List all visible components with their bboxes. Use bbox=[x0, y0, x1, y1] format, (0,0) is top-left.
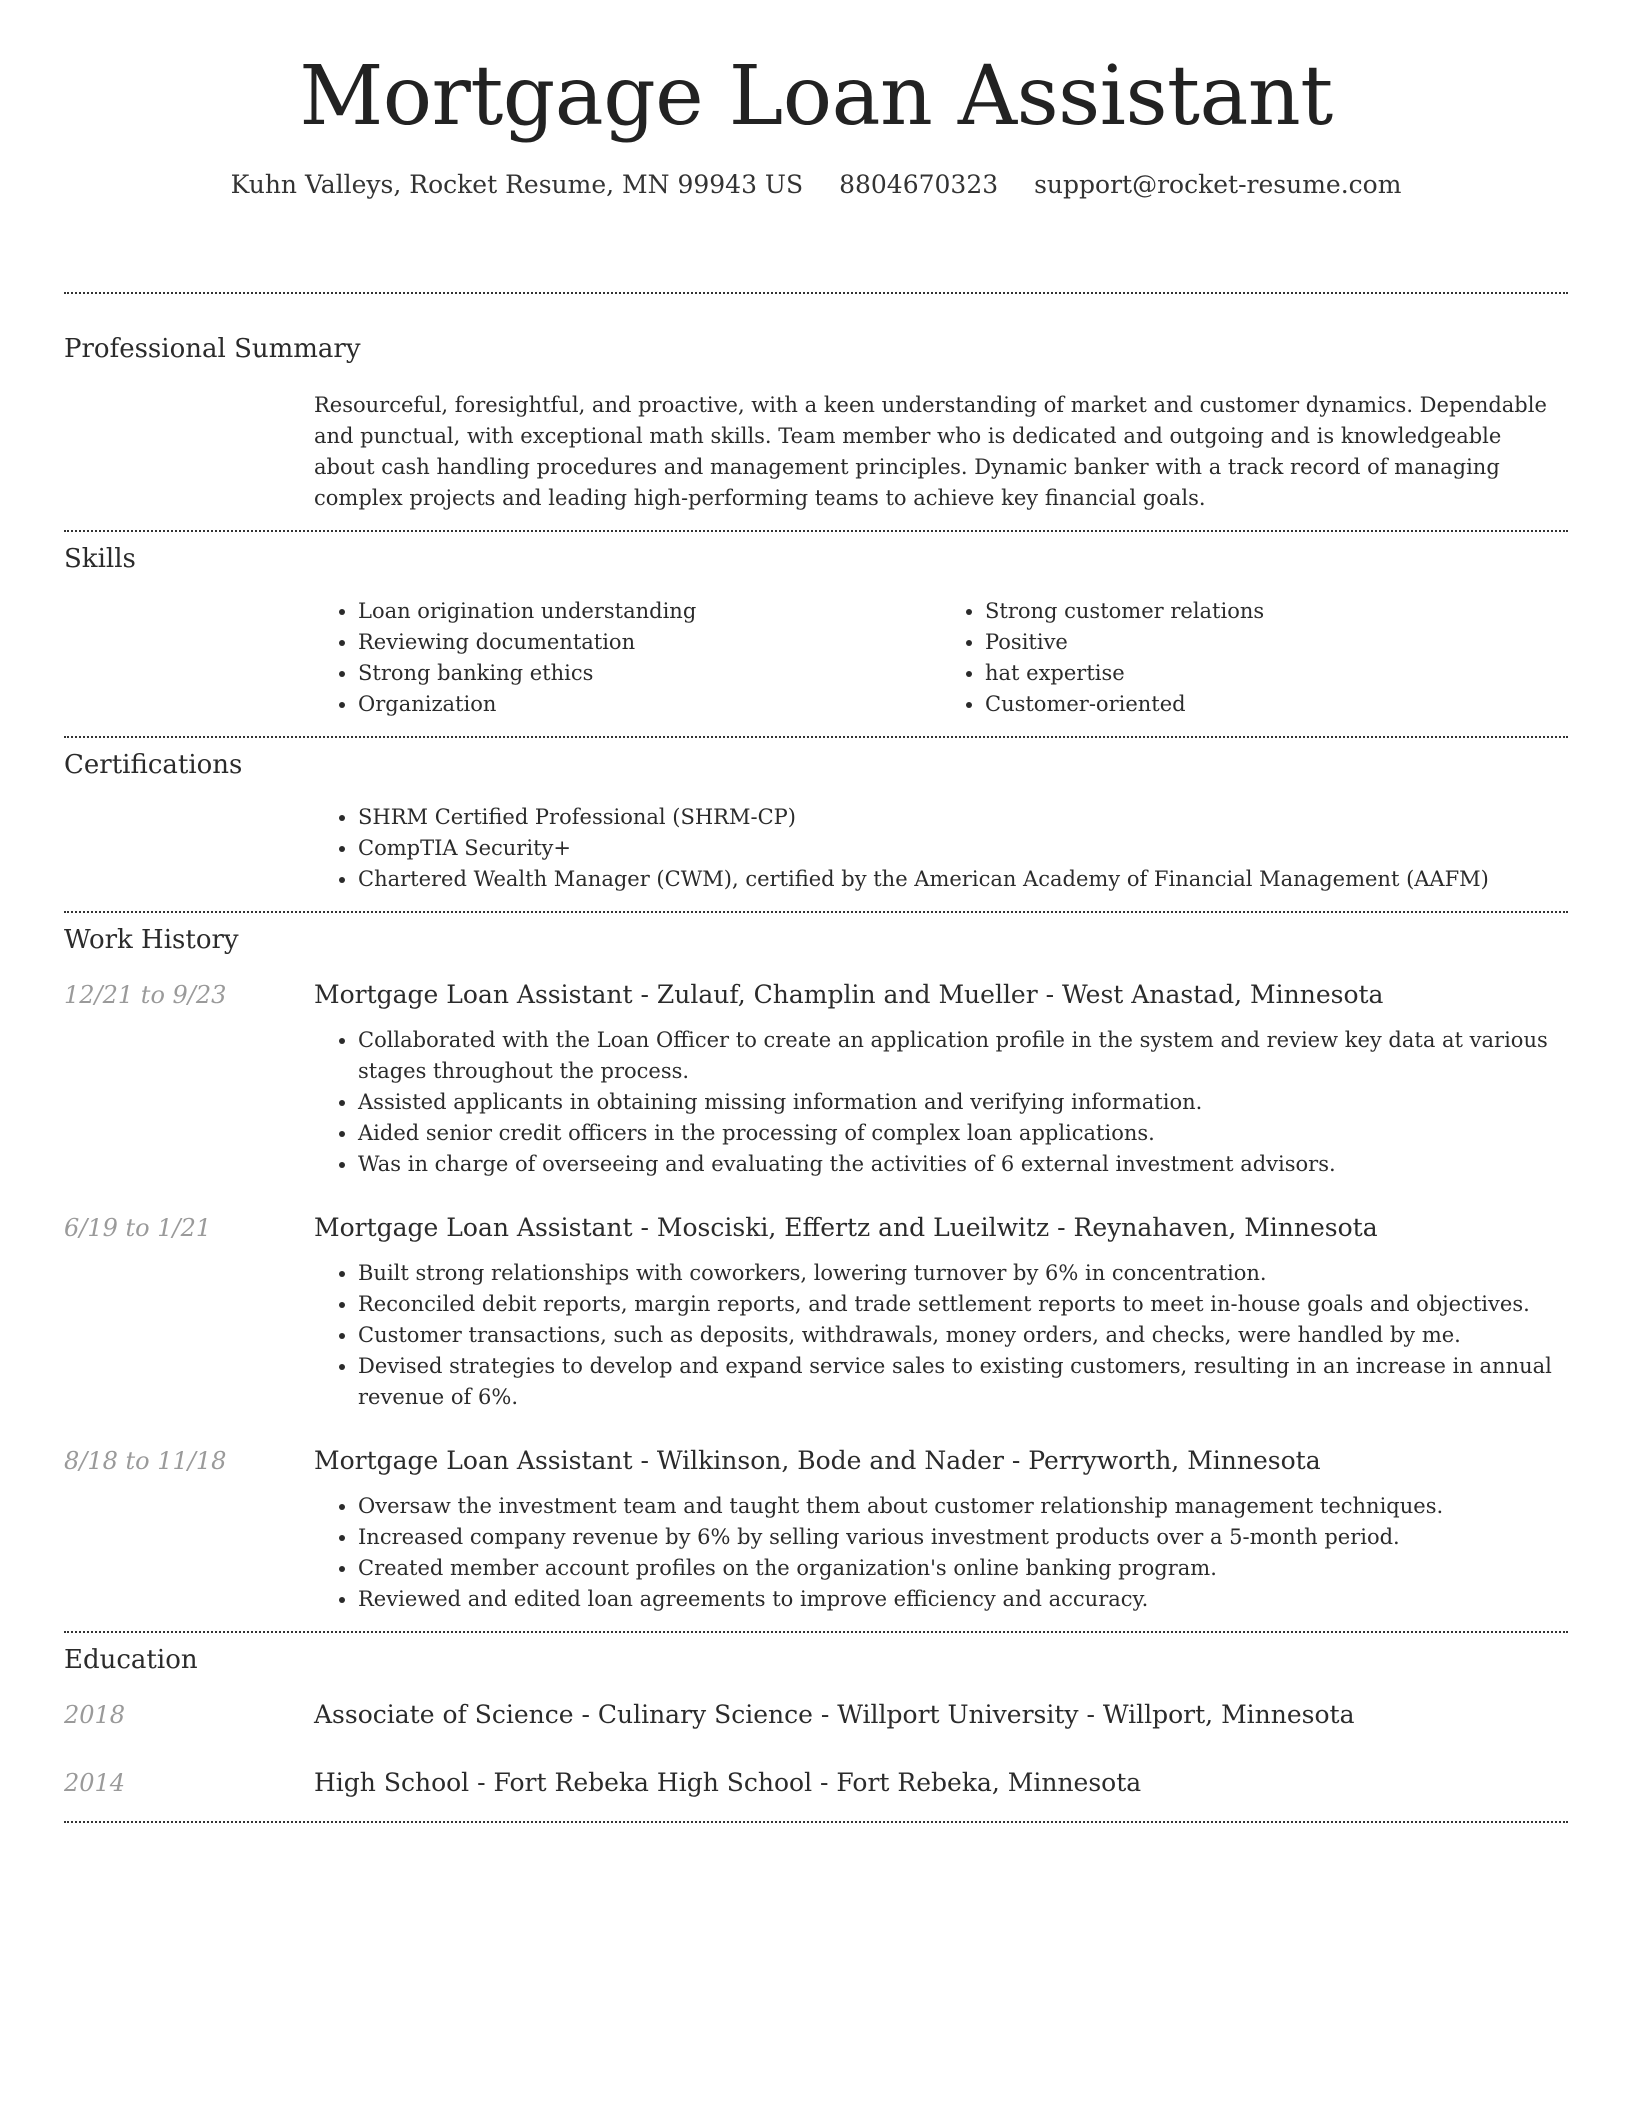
skill-item: • Reviewing documentation bbox=[358, 627, 941, 658]
skill-item: • Customer-oriented bbox=[985, 689, 1568, 720]
job-body bbox=[314, 1210, 1568, 1413]
job-bullet: • Assisted applicants in obtaining missing information and verifying information. bbox=[358, 1087, 1568, 1118]
certification-item: • CompTIA Security+ bbox=[358, 833, 1568, 864]
certification-item: • SHRM Certified Professional (SHRM-CP) bbox=[358, 802, 1568, 833]
job-bullets bbox=[314, 1258, 1568, 1413]
skill-item: • Strong customer relations bbox=[985, 596, 1568, 627]
job-bullet: • Created member account profiles on the organization's online banking program. bbox=[358, 1553, 1568, 1584]
education-heading: Education bbox=[64, 1645, 198, 1675]
job-bullet: • Reconciled debit reports, margin reports, and trade settlement reports to meet in-house goals and objectives. bbox=[358, 1289, 1568, 1320]
contact-line bbox=[0, 170, 1632, 199]
job-bullet: • Reviewed and edited loan agreements to improve efficiency and accuracy. bbox=[358, 1584, 1568, 1615]
job-title: Mortgage Loan Assistant - Mosciski, Effertz and Lueilwitz - Reynahaven, Minnesota bbox=[314, 1213, 1378, 1242]
job-title: Mortgage Loan Assistant - Wilkinson, Bode and Nader - Perryworth, Minnesota bbox=[314, 1446, 1321, 1475]
skill-item: • Positive bbox=[985, 627, 1568, 658]
job-body bbox=[314, 1443, 1568, 1615]
skills-list-left bbox=[314, 596, 941, 720]
job-dates: 6/19 to 1/21 bbox=[64, 1214, 212, 1242]
job-entry bbox=[64, 1210, 1568, 1413]
job-bullet: • Oversaw the investment team and taught them about customer relationship management techniques. bbox=[358, 1491, 1568, 1522]
job-bullet: • Aided senior credit officers in the processing of complex loan applications. bbox=[358, 1118, 1568, 1149]
skills-list-right bbox=[941, 596, 1568, 720]
certifications-section bbox=[0, 738, 1632, 911]
job-body bbox=[314, 977, 1568, 1180]
certifications-list bbox=[314, 802, 1568, 895]
skill-item: • hat expertise bbox=[985, 658, 1568, 689]
skill-item: • Loan origination understanding bbox=[358, 596, 941, 627]
job-bullet: • Customer transactions, such as deposits, withdrawals, money orders, and checks, were handled by me. bbox=[358, 1320, 1568, 1351]
summary-section bbox=[0, 294, 1632, 530]
contact-email: support@rocket-resume.com bbox=[1034, 170, 1402, 200]
job-bullet: • Built strong relationships with coworkers, lowering turnover by 6% in concentration. bbox=[358, 1258, 1568, 1289]
candidate-name: Mortgage Loan Assistant bbox=[299, 49, 1333, 144]
skill-item: • Organization bbox=[358, 689, 941, 720]
certifications-content bbox=[314, 802, 1568, 895]
job-bullets bbox=[314, 1491, 1568, 1615]
education-year: 2018 bbox=[64, 1701, 126, 1729]
education-entry bbox=[64, 1697, 1568, 1733]
job-bullet: • Collaborated with the Loan Officer to create an application profile in the system and review key data at various stages throughout the process. bbox=[358, 1025, 1568, 1087]
work-section bbox=[0, 913, 1632, 1631]
summary-content bbox=[314, 390, 1568, 514]
education-entry bbox=[64, 1765, 1568, 1801]
job-bullet: • Devised strategies to develop and expand service sales to existing customers, resulting in an increase in annual revenue of 6%. bbox=[358, 1351, 1568, 1413]
job-dates: 8/18 to 11/18 bbox=[64, 1447, 227, 1475]
skills-heading: Skills bbox=[64, 544, 136, 574]
job-dates: 12/21 to 9/23 bbox=[64, 981, 227, 1009]
skill-item: • Strong banking ethics bbox=[358, 658, 941, 689]
job-bullet: • Increased company revenue by 6% by selling various investment products over a 5-month period. bbox=[358, 1522, 1568, 1553]
job-bullets bbox=[314, 1025, 1568, 1180]
contact-address: Kuhn Valleys, Rocket Resume, MN 99943 US bbox=[230, 170, 804, 200]
job-entry bbox=[64, 977, 1568, 1180]
education-section bbox=[0, 1633, 1632, 1821]
certification-item: • Chartered Wealth Manager (CWM), certified by the American Academy of Financial Management (AAFM) bbox=[358, 864, 1568, 895]
divider bbox=[64, 1821, 1568, 1823]
resume-header bbox=[0, 0, 1632, 238]
education-year: 2014 bbox=[64, 1769, 126, 1797]
skills-section bbox=[0, 532, 1632, 736]
job-entry bbox=[64, 1443, 1568, 1615]
job-bullet: • Was in charge of overseeing and evaluating the activities of 6 external investment advisors. bbox=[358, 1149, 1568, 1180]
contact-phone: 8804670323 bbox=[839, 170, 999, 200]
job-title: Mortgage Loan Assistant - Zulauf, Champlin and Mueller - West Anastad, Minnesota bbox=[314, 980, 1384, 1009]
education-text: Associate of Science - Culinary Science - Willport University - Willport, Minnesota bbox=[314, 1700, 1355, 1729]
work-heading: Work History bbox=[64, 925, 239, 955]
skills-content bbox=[314, 596, 1568, 720]
education-text: High School - Fort Rebeka High School - Fort Rebeka, Minnesota bbox=[314, 1768, 1142, 1797]
certifications-heading: Certifications bbox=[64, 750, 243, 780]
summary-heading: Professional Summary bbox=[64, 334, 361, 364]
summary-text: Resourceful, foresightful, and proactive, with a keen understanding of market and customer dynamics. Dependable and punctual, with exceptional math skills. Team member who is dedicated and outgoing and is knowledgeable about cash handling procedures and management principles. Dynamic banker with a track record of managing complex projects and leading high-performing teams to achieve key financial goals. bbox=[314, 393, 1547, 510]
